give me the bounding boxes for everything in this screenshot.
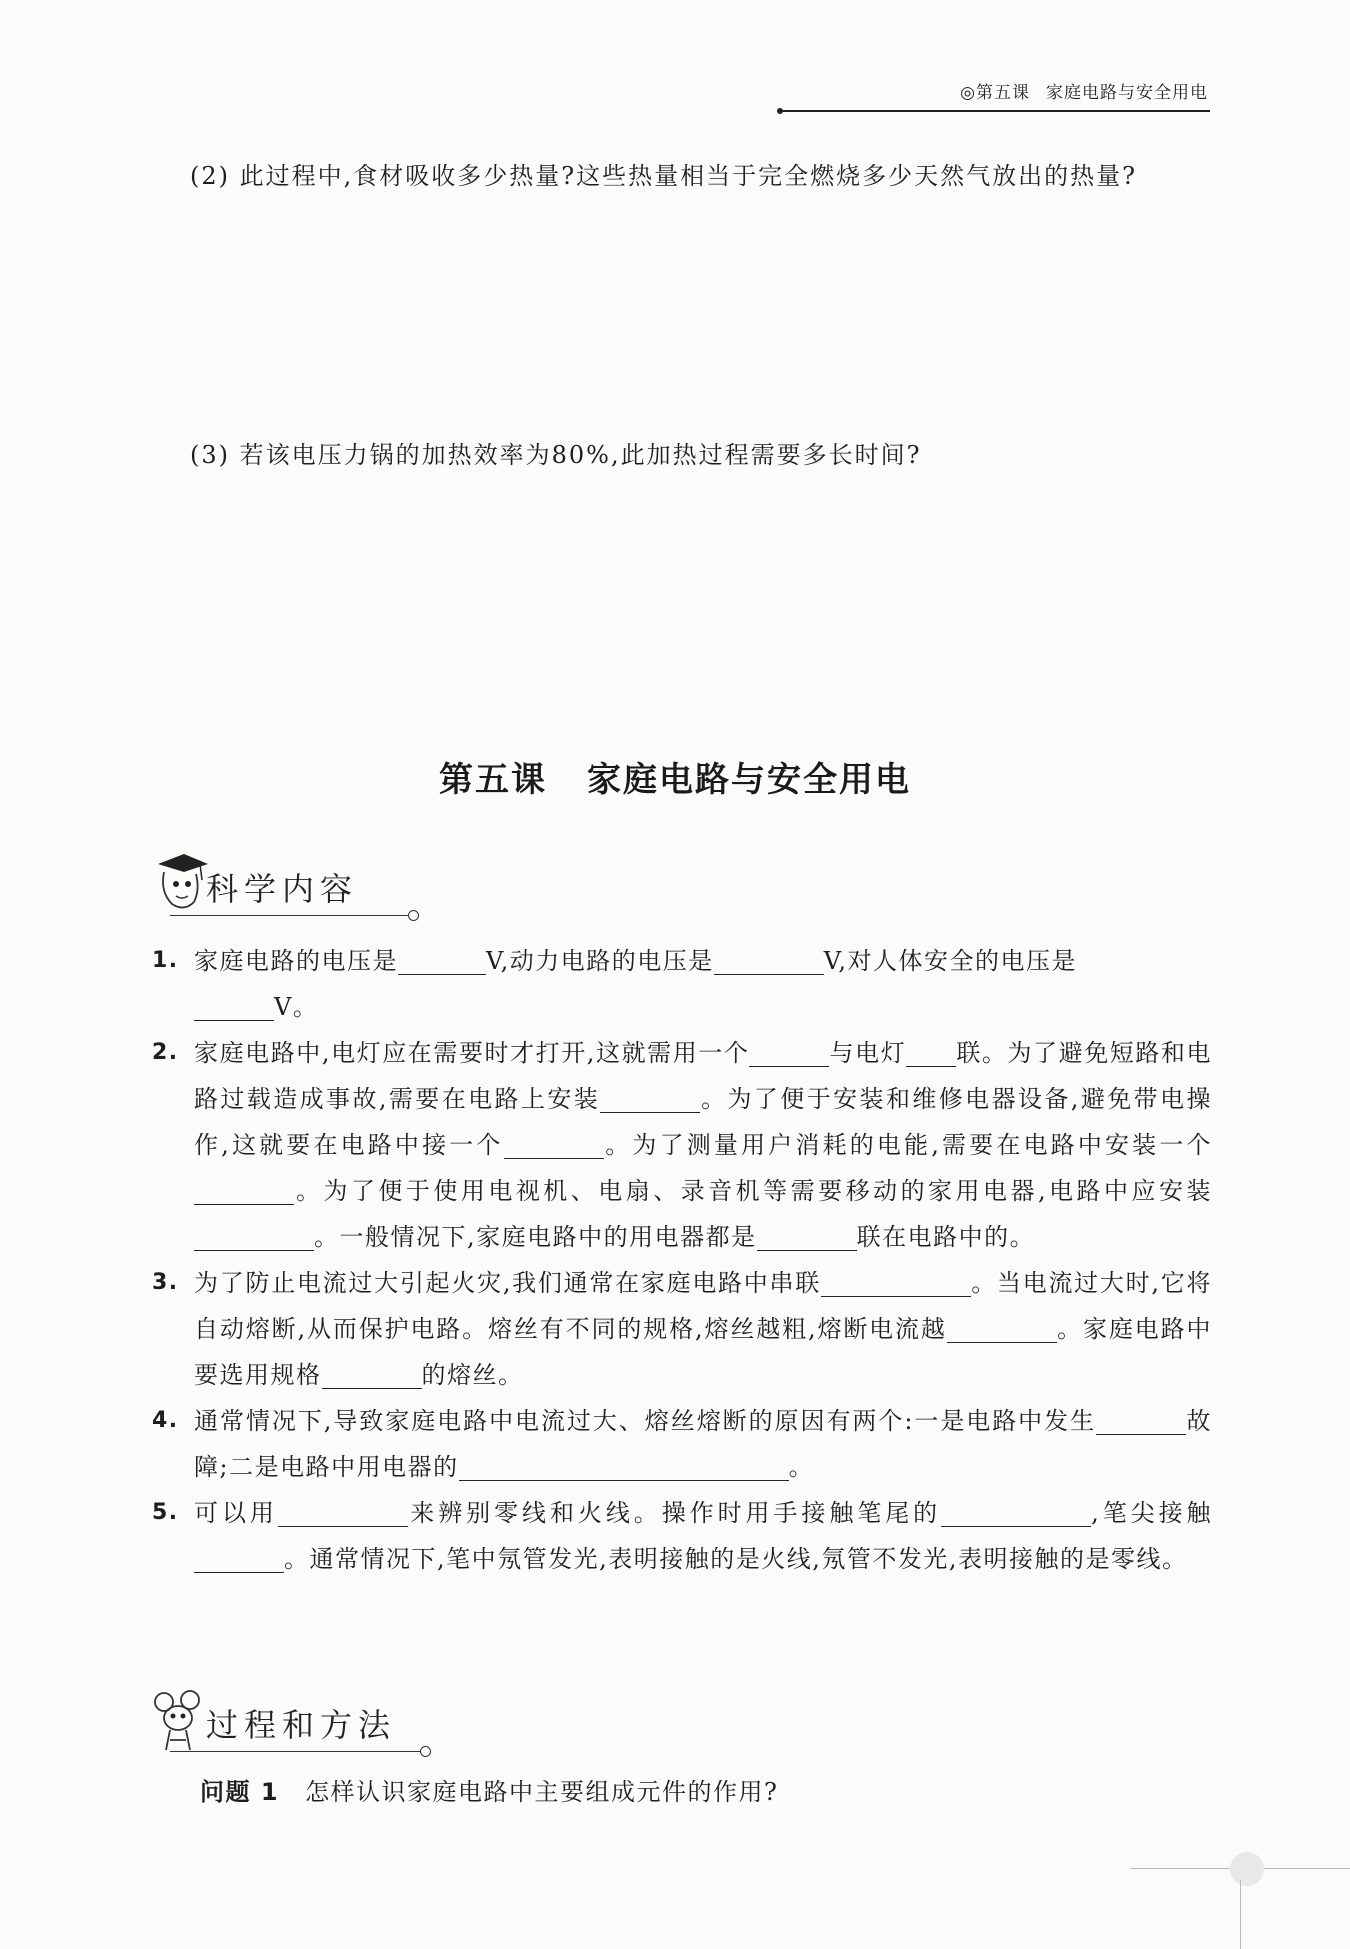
list-item: 3. 为了防止电流过大引起火灾,我们通常在家庭电路中串联 。当电流过大时,它将自动熔断,从而保护电路。熔丝有不同的规格,熔丝越粗,熔断电流越 。家庭电路中要选用规格 的熔丝。 bbox=[152, 1260, 1212, 1398]
answer-blank[interactable] bbox=[194, 1542, 284, 1573]
section-underline bbox=[170, 1751, 424, 1752]
list-item: 5. 可以用 来辨别零线和火线。操作时用手接触笔尾的 ,笔尖接触。通常情况下,笔中氖管发光,表明接触的是火线,氖管不发光,表明接触的是零线。 bbox=[152, 1490, 1212, 1582]
section-process-title: 过程和方法 bbox=[206, 1706, 397, 1744]
problem-label: 问题 1 bbox=[200, 1778, 280, 1806]
section-process-heading bbox=[150, 1688, 450, 1758]
answer-blank[interactable] bbox=[278, 1496, 408, 1527]
problem-1 bbox=[200, 1772, 778, 1807]
mascot-mouse-icon bbox=[150, 1688, 210, 1756]
answer-blank[interactable] bbox=[194, 1174, 294, 1205]
header-rule bbox=[780, 110, 1210, 112]
answer-blank[interactable] bbox=[398, 944, 486, 975]
running-header bbox=[960, 78, 1208, 103]
list-item: 4. 通常情况下,导致家庭电路中电流过大、熔丝熔断的原因有两个:一是电路中发生 故障;二是电路中用电器的 。 bbox=[152, 1398, 1212, 1490]
lesson-number: 第五课 bbox=[439, 760, 547, 800]
mascot-graduate-icon bbox=[150, 852, 210, 916]
question-3: (3) 若该电压力锅的加热效率为80%,此加热过程需要多长时间? bbox=[190, 441, 922, 469]
answer-blank[interactable] bbox=[947, 1312, 1057, 1343]
answer-blank[interactable] bbox=[459, 1450, 789, 1481]
answer-blank[interactable] bbox=[749, 1036, 829, 1067]
problem-text: 怎样认识家庭电路中主要组成元件的作用? bbox=[305, 1778, 779, 1806]
page-corner-vline bbox=[1240, 1880, 1241, 1949]
answer-blank[interactable] bbox=[322, 1358, 422, 1389]
section-underline-dot bbox=[408, 910, 419, 921]
section-underline bbox=[170, 915, 410, 916]
page-number-badge bbox=[1230, 1852, 1264, 1886]
fill-in-list bbox=[152, 938, 1212, 1582]
answer-blank[interactable] bbox=[714, 944, 824, 975]
header-lesson: ◎第五课 bbox=[960, 83, 1030, 103]
answer-blank[interactable] bbox=[757, 1220, 857, 1251]
answer-blank[interactable] bbox=[504, 1128, 604, 1159]
list-item: 2. 家庭电路中,电灯应在需要时才打开,这就需用一个 与电灯 联。为了避免短路和电路过载造成事故,需要在电路上安装 。为了便于安装和维修电器设备,避免带电操作,这就要在电路中接一个 。为了测量用户消耗的电能,需要在电路中安装一个。为了便于使用电视机、电扇、录音机等需要移动的家用电器,电路中应安装。一般情况下,家庭电路中的用电器都是 联在电路中的。 bbox=[152, 1030, 1212, 1260]
answer-blank[interactable] bbox=[941, 1496, 1091, 1527]
section-underline-dot bbox=[420, 1746, 431, 1757]
lesson-title bbox=[0, 752, 1350, 801]
answer-blank[interactable] bbox=[194, 1220, 314, 1251]
answer-blank[interactable] bbox=[906, 1036, 956, 1067]
section-science-heading bbox=[150, 852, 430, 922]
question-2: (2) 此过程中,食材吸收多少热量?这些热量相当于完全燃烧多少天然气放出的热量? bbox=[190, 162, 1137, 190]
answer-blank[interactable] bbox=[600, 1082, 700, 1113]
answer-blank[interactable] bbox=[821, 1266, 971, 1297]
section-science-title: 科学内容 bbox=[206, 870, 359, 908]
lesson-name: 家庭电路与安全用电 bbox=[587, 760, 911, 800]
header-topic: 家庭电路与安全用电 bbox=[1046, 83, 1208, 103]
answer-blank[interactable] bbox=[1096, 1404, 1186, 1435]
list-item: 1. 家庭电路的电压是 V,动力电路的电压是 V,对人体安全的电压是 V。 bbox=[152, 938, 1212, 1030]
answer-blank[interactable] bbox=[194, 990, 274, 1021]
